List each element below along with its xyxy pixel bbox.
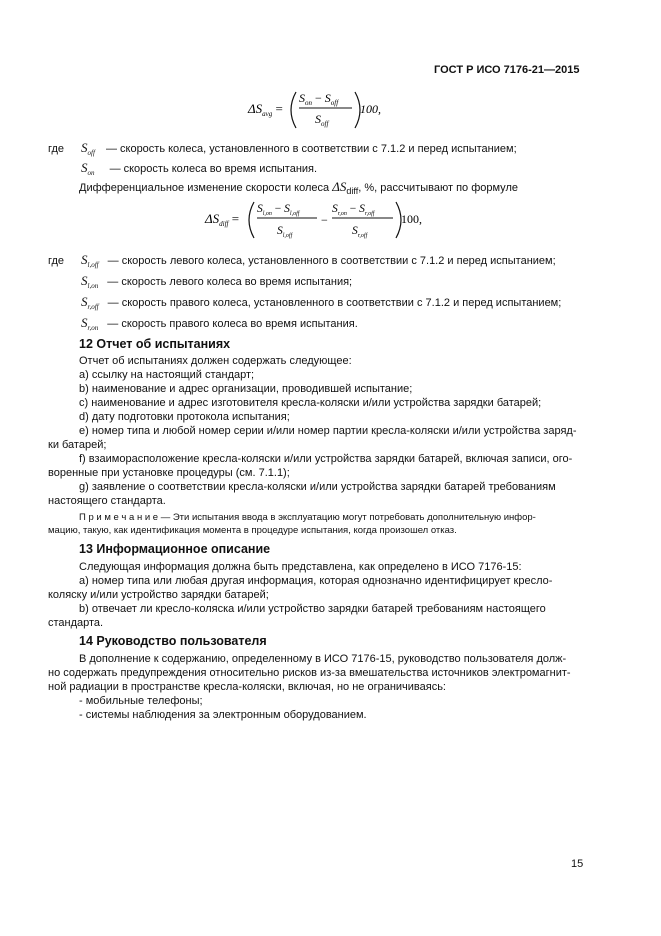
s13-item-a-line2: коляску и/или устройство зарядки батарей; [48,589,269,601]
f2-tail: 100, [401,212,422,226]
s12-item-c: с) наименование и адрес изготовителя кресла-коляски и/или устройства зарядки батарей; [79,397,542,409]
f2-n2a: S [332,203,338,215]
s13-item-b-line2: стандарта. [48,617,104,629]
f2-d2: S [352,225,358,237]
f2-lhs-sub: diff [219,220,229,228]
f2-n2a-sub: r,on [337,211,347,217]
def-s-off: $S_{off}$ — скорость колеса, установленного в соответствии с 7.1.2 и перед испытанием; [81,140,517,157]
svg-text:−: − [321,213,328,227]
s12-item-e-line2: ки батарей; [48,439,107,451]
s13-item-b-line1: b) отвечает ли кресло-коляска и/или устройство зарядки батарей требованиям настоящего [79,603,546,615]
s12-item-d: d) дату подготовки протокола испытания; [79,411,290,423]
def-s-on: $S_{on}$ — скорость колеса во время испытания. [81,160,318,177]
f2-d1: S [277,225,283,237]
f2-n1b: S [284,203,290,215]
s12-item-f-line2: воренные при установке процедуры (см. 7.1.1); [48,467,290,479]
page-number: 15 [571,858,584,870]
f1-lhs-sub: avg [262,110,273,118]
document-header: ГОСТ Р ИСО 7176-21—2015 [434,64,580,76]
s14-para-line3: ной радиации в пространстве кресла-коляски, включая, но не ограничиваясь: [48,681,446,693]
formula-avg-svg [0,0,661,140]
s12-intro: Отчет об испытаниях должен содержать следующее: [79,355,352,367]
formula-diff [0,196,661,256]
s14-list-item-2: - системы наблюдения за электронным оборудованием. [79,709,367,721]
f2-n2b: S [359,203,365,215]
svg-text:Sr,on − Sr,off: $S_{r,on} - S_{r,off}$ [332,203,375,217]
f1-minus: − [312,91,325,105]
s12-item-g-line2: настоящего стандарта. [48,495,166,507]
def-s-l-off: $S_{l,off}$ — скорость левого колеса, установленного в соответствии с 7.1.2 и перед испытанием; [81,252,556,269]
def-s-l-on: $S_{l,on}$ — скорость левого колеса во время испытания; [81,273,353,290]
svg-text:Sl,off [277,225,294,239]
s12-item-b: b) наименование и адрес организации, проводившей испытание; [79,383,413,395]
diff-intro: Дифференциальное изменение скорости колеса $\Delta S_{diff}$, %, рассчитывают по формуле [79,179,518,196]
s12-item-g-line1: g) заявление о соответствии кресла-коляски и/или устройства зарядки батарей требованиям [79,481,556,493]
section-12-heading: 12 Отчет об испытаниях [79,337,231,351]
s13-intro: Следующая информация должна быть представлена, как определено в ИСО 7176-15: [79,561,522,573]
f1-den-sub: off [321,120,329,128]
f2-n1a: S [257,203,263,215]
s12-item-a: а) ссылку на настоящий стандарт; [79,369,255,381]
def-s-r-on: $S_{r,on}$ — скорость правого колеса во время испытания. [81,315,358,332]
svg-text:ΔSavg =: $\Delta S_{avg}$ = [248,101,283,118]
s12-note-line1: П р и м е ч а н и е — Эти испытания ввода в эксплуатацию могут потребовать дополнительную инфор- [79,512,536,523]
s12-item-f-line1: f) взаиморасположение кресла-коляски и/или устройства зарядки батарей, включая записи, ого- [79,453,573,465]
f1-tail: 100, [360,102,381,116]
f2-n1b-sub: l,off [289,211,300,217]
defs1-where: где [48,143,65,155]
svg-text:Sl,on − Sl,off: $S_{l,on} - S_{l,off}$ [257,203,300,217]
s13-item-a-line1: а) номер типа или любая другая информация, которая однозначно идентифицирует кресло- [79,575,553,587]
svg-text:Sr,off [352,225,369,239]
defs2-where: где [48,255,65,267]
f1-num-b-sub: off [330,99,339,107]
f2-d1-sub: l,off [282,233,293,239]
f2-n1a-sub: l,on [262,211,272,217]
f2-lhs: ΔS [205,211,220,226]
s14-para-line1: В дополнение к содержанию, определенному в ИСО 7176-15, руководство пользователя долж- [79,653,567,665]
svg-text:ΔSdiff =: $\Delta S_{diff}$ = [205,211,240,228]
s14-list-item-1: - мобильные телефоны; [79,695,203,707]
f1-num-a: S [299,91,305,105]
f2-n2b-sub: r,off [364,211,375,217]
f2-d2-sub: r,off [357,233,368,239]
def-s-r-off: $S_{r,off}$ — скорость правого колеса, установленного в соответствии с 7.1.2 и перед испытанием; [81,294,562,311]
section-13-heading: 13 Информационное описание [79,542,271,556]
f1-num-a-sub: on [305,99,312,107]
s12-item-e-line1: е) номер типа и любой номер серии и/или номер партии кресла-коляски и/или устройства заряд- [79,425,577,437]
svg-text:Soff [315,112,329,128]
f1-num-b: S [324,91,331,105]
svg-text:Son − Soff [299,91,339,107]
s12-note-line2: мацию, такую, как идентификация момента в процедуре испытания, когда произошел отказ. [48,525,457,536]
f1-lhs: ΔS [248,101,263,116]
f1-den: S [315,112,321,126]
s14-para-line2: но содержать предупреждения относительно рисков из-за вмешательства источников электромагнит- [48,667,571,679]
section-14-heading: 14 Руководство пользователя [79,634,267,648]
